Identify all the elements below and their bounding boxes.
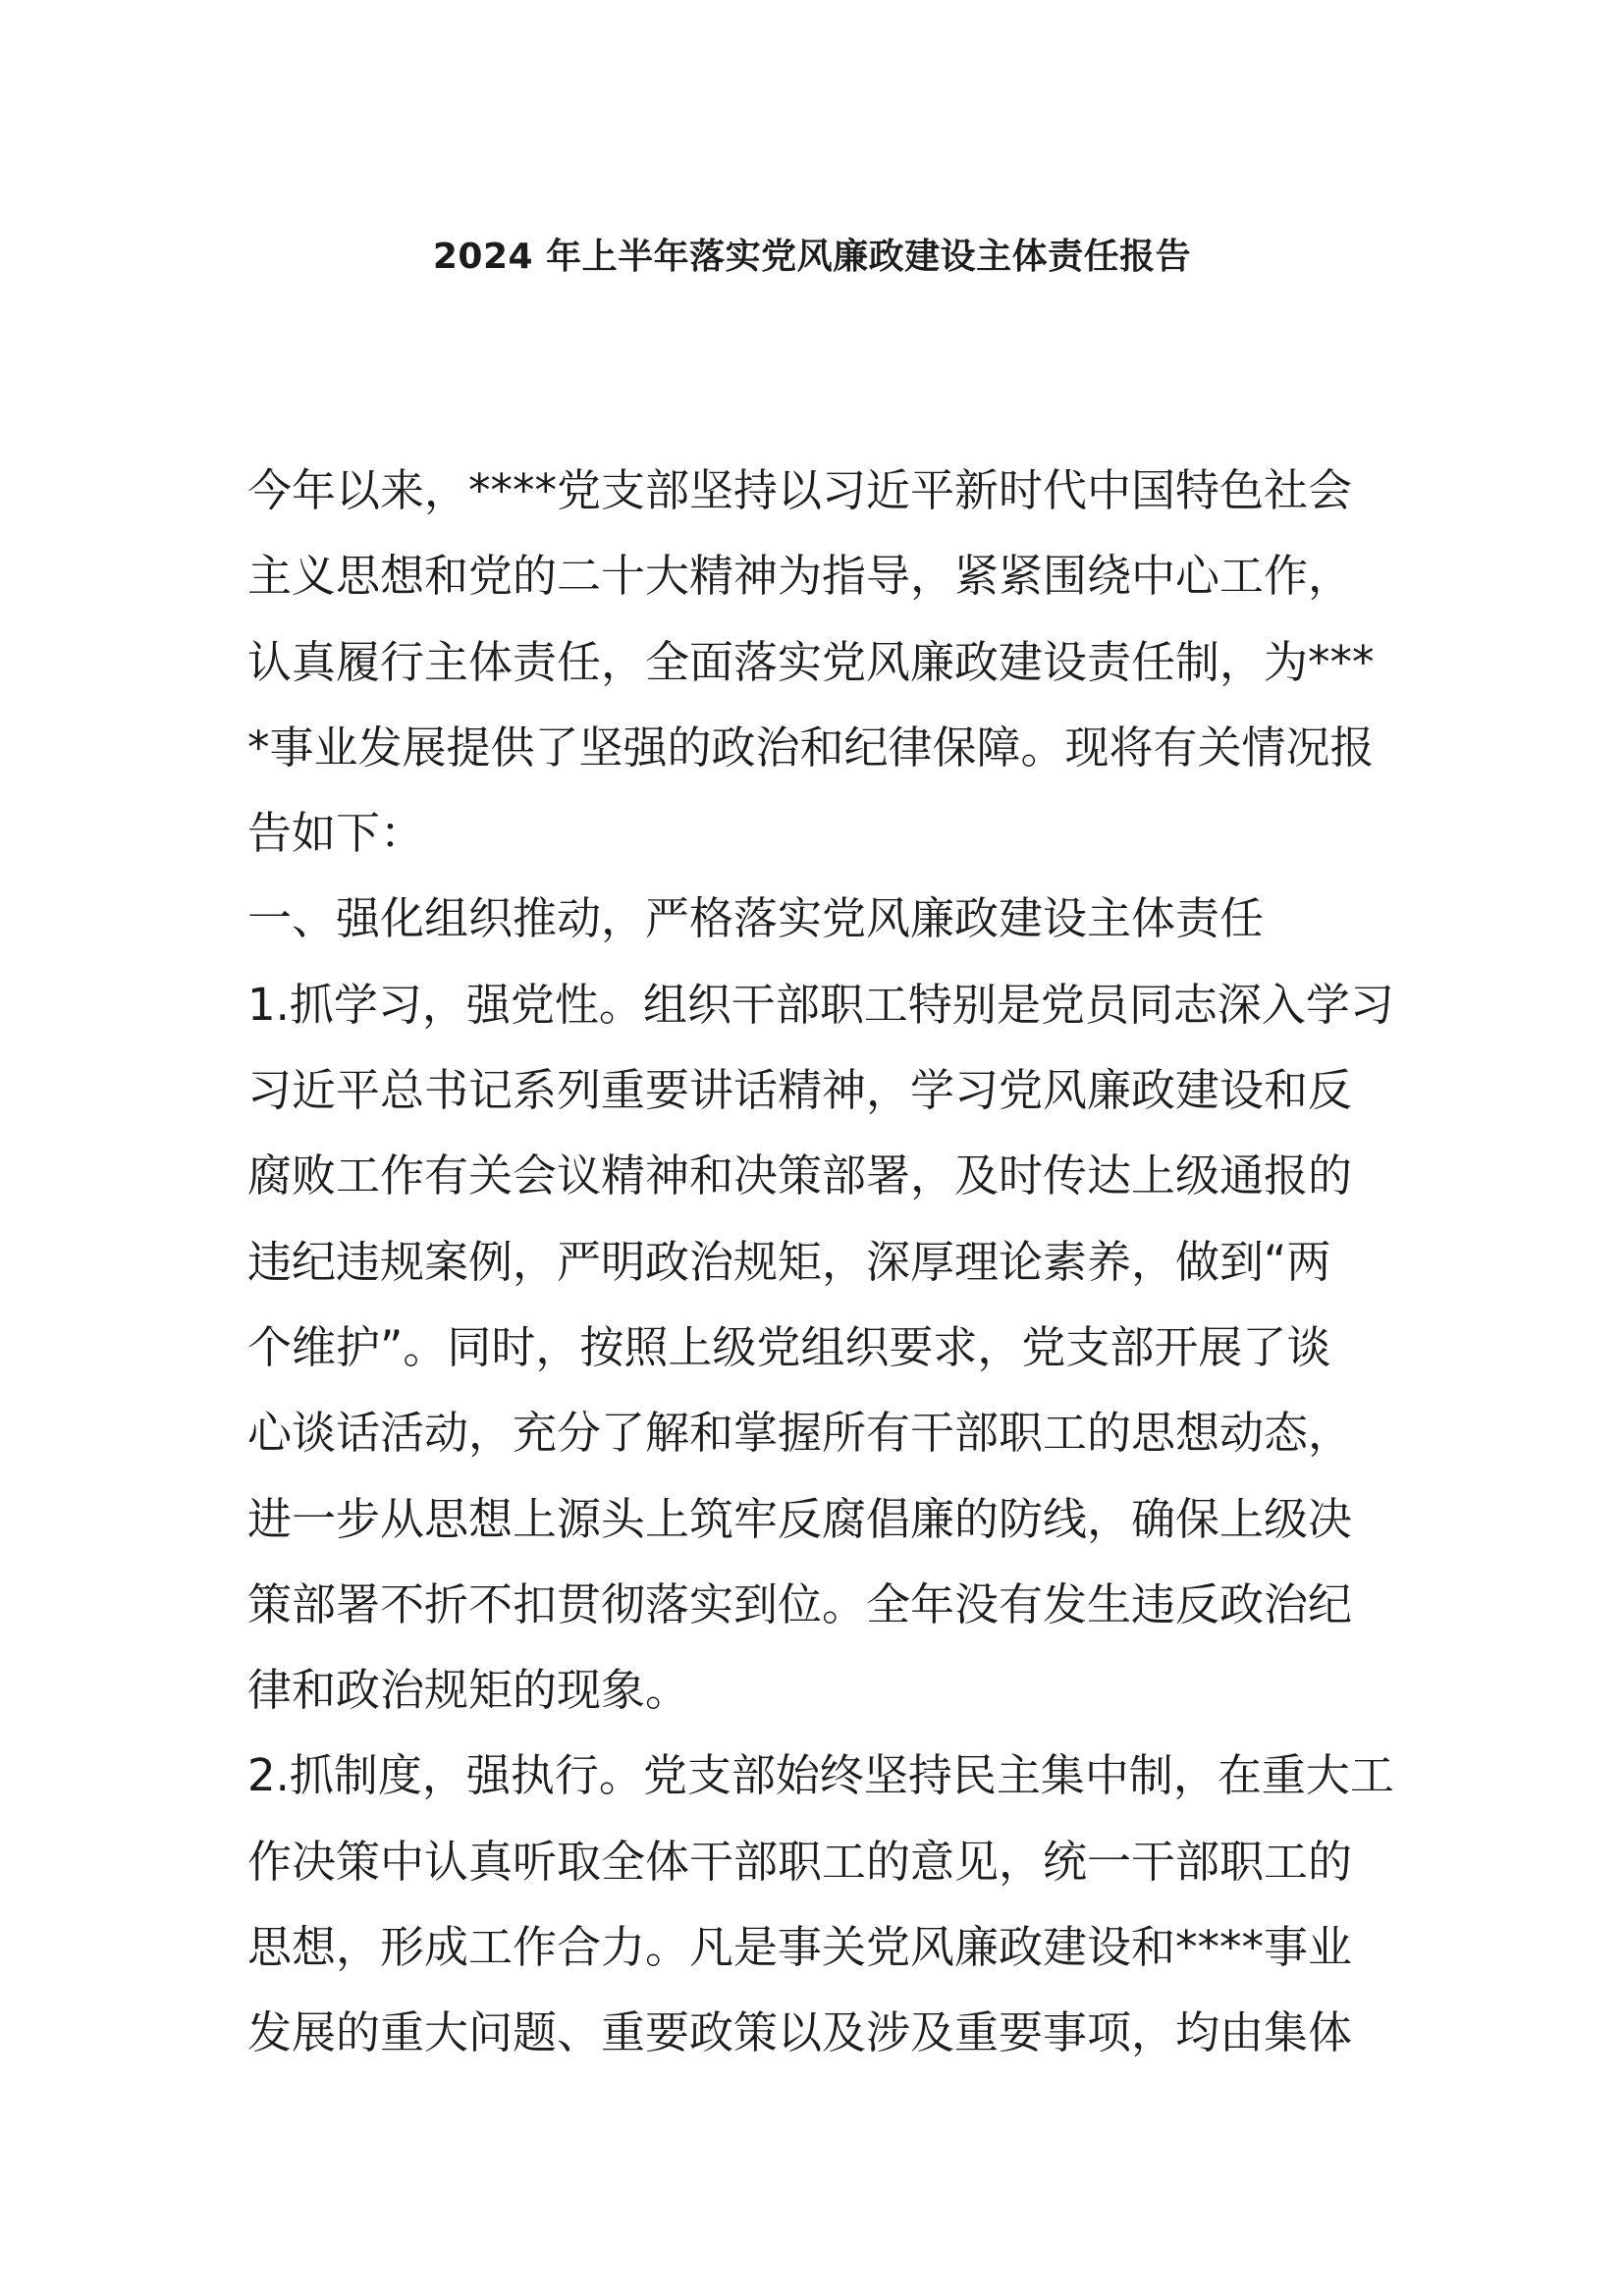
text-line: 告如下： — [247, 807, 425, 860]
text-line: *事业发展提供了坚强的政治和纪律保障。现将有关情况报 — [247, 721, 1375, 774]
text-line: 发展的重大问题、重要政策以及涉及重要事项，均由集体 — [247, 2006, 1353, 2059]
system-paragraph — [247, 1733, 1394, 2075]
text-line: 进一步从思想上源头上筑牢反腐倡廉的防线，确保上级决 — [247, 1492, 1353, 1545]
intro-paragraph — [247, 448, 1386, 876]
section-heading — [247, 876, 1386, 961]
text-line: 主义思想和党的二十大精神为指导，紧紧围绕中心工作， — [247, 550, 1353, 603]
document-body — [247, 448, 1394, 2076]
text-line: 思想，形成工作合力。凡是事关党风廉政建设和****事业 — [247, 1921, 1353, 1974]
text-line: 作决策中认真听取全体干部职工的意见，统一干部职工的 — [247, 1835, 1353, 1888]
text-line: 个维护”。同时，按照上级党组织要求，党支部开展了谈 — [247, 1320, 1331, 1373]
text-line: 认真履行主体责任，全面落实党风廉政建设责任制，为*** — [247, 635, 1375, 688]
text-line: 腐败工作有关会议精神和决策部署，及时传达上级通报的 — [247, 1149, 1353, 1202]
text-line: 心谈话活动，充分了解和掌握所有干部职工的思想动态， — [247, 1407, 1353, 1460]
document-title: 2024 年上半年落实党风廉政建设主体责任报告 — [432, 237, 1192, 277]
text-line: 1.抓学习，强党性。组织干部职工特别是党员同志深入学习 — [247, 978, 1394, 1031]
text-line: 今年以来，****党支部坚持以习近平新时代中国特色社会 — [247, 464, 1353, 516]
heading-line: 一、强化组织推动，严格落实党风廉政建设主体责任 — [247, 892, 1265, 945]
text-line: 策部署不折不扣贯彻落实到位。全年没有发生违反政治纪 — [247, 1577, 1353, 1630]
study-paragraph — [247, 962, 1394, 1734]
text-line: 律和政治规矩的现象。 — [247, 1664, 690, 1717]
text-line: 2.抓制度，强执行。党支部始终坚持民主集中制，在重大工 — [247, 1749, 1394, 1802]
text-line: 违纪违规案例，严明政治规矩，深厚理论素养，做到“两 — [247, 1235, 1331, 1288]
text-line: 习近平总书记系列重要讲话精神，学习党风廉政建设和反 — [247, 1064, 1353, 1117]
